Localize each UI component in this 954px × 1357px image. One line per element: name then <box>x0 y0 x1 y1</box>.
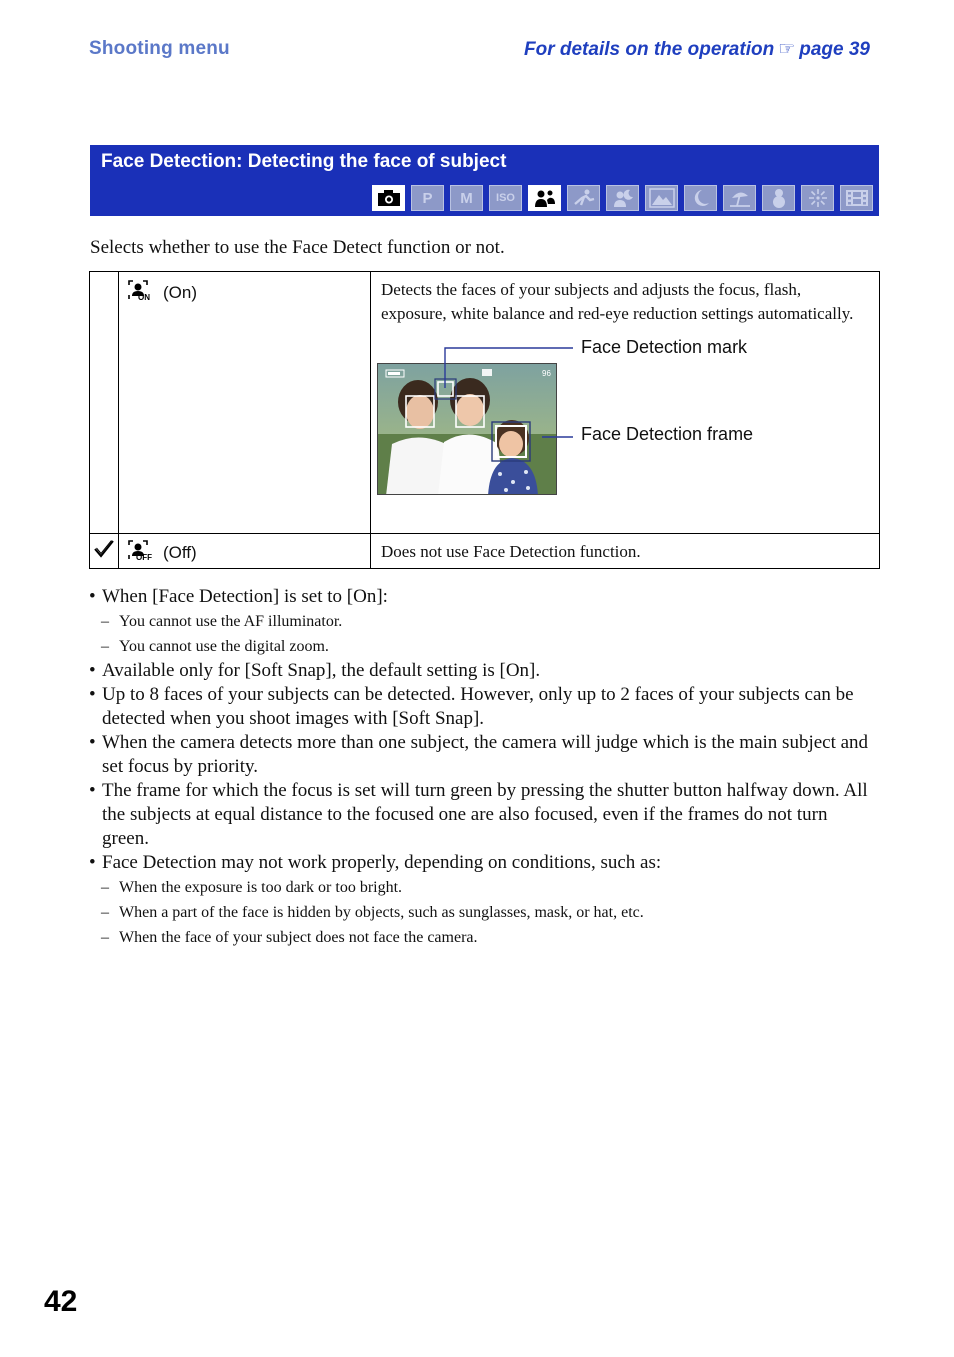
note-subitem: – You cannot use the AF illuminator. <box>89 609 879 634</box>
default-marker-cell <box>90 272 119 534</box>
option-off-label: (Off) <box>163 542 197 562</box>
twilight-portrait-icon <box>606 185 639 211</box>
manual-icon: M <box>450 185 483 211</box>
option-row-on <box>90 272 880 534</box>
auto-camera-icon <box>372 185 405 211</box>
twilight-icon <box>684 185 717 211</box>
note-item: • Available only for [Soft Snap], the default setting is [On]. <box>89 659 879 683</box>
options-table <box>89 271 880 569</box>
note-item: • Face Detection may not work properly, depending on conditions, such as: <box>89 851 879 875</box>
option-on <box>119 272 370 306</box>
option-on-label: (On) <box>163 282 197 302</box>
option-on-description: Detects the faces of your subjects and adjusts the focus, flash, exposure, white balance and red-eye reduction settings automatically. <box>381 280 854 323</box>
section-header-bar <box>90 145 879 216</box>
fireworks-icon <box>801 185 834 211</box>
svg-text:ON: ON <box>138 293 150 301</box>
section-title: Face Detection: Detecting the face of subject <box>101 151 507 172</box>
face-detection-figure <box>371 337 879 507</box>
soft-snap-icon <box>528 185 561 211</box>
mode-icon-strip <box>372 185 873 211</box>
notes-list <box>89 585 879 950</box>
beach-icon <box>723 185 756 211</box>
landscape-icon <box>645 185 678 211</box>
face-detection-mark-label: Face Detection mark <box>581 337 748 357</box>
details-page-link[interactable] <box>524 38 870 61</box>
note-item: • Up to 8 faces of your subjects can be detected. However, only up to 2 faces of your subjects can be detected when you shoot images with [Soft Snap]. <box>89 683 879 731</box>
snow-icon <box>762 185 795 211</box>
note-subitem: – When a part of the face is hidden by objects, such as sunglasses, mask, or hat, etc. <box>89 900 879 925</box>
high-sensitivity-icon: ISO <box>489 185 522 211</box>
svg-text:OFF: OFF <box>136 553 152 561</box>
note-subitem: – When the face of your subject does not face the camera. <box>89 925 879 950</box>
note-item: • When the camera detects more than one subject, the camera will judge which is the main subject and set focus by priority. <box>89 731 879 779</box>
details-prefix: For details on the operation <box>524 39 775 60</box>
face-detection-on-icon <box>127 279 157 306</box>
face-detection-frame-label: Face Detection frame <box>581 424 754 444</box>
svg-text:96: 96 <box>542 369 551 378</box>
option-off-description: Does not use Face Detection function. <box>381 542 641 561</box>
advanced-sports-icon <box>567 185 600 211</box>
pointing-hand-icon: ☞ <box>778 39 796 60</box>
option-row-off <box>90 534 880 569</box>
shooting-menu-link[interactable]: Shooting menu <box>89 38 230 59</box>
note-subitem: – When the exposure is too dark or too bright. <box>89 875 879 900</box>
details-page: page 39 <box>799 39 870 60</box>
note-item: • When [Face Detection] is set to [On]: <box>89 585 879 609</box>
page-number: 42 <box>44 1285 78 1318</box>
intro-text: Selects whether to use the Face Detect function or not. <box>90 237 505 258</box>
note-subitem: – You cannot use the digital zoom. <box>89 634 879 659</box>
movie-icon <box>840 185 873 211</box>
callout-lines <box>371 337 631 507</box>
face-detection-off-icon <box>127 539 157 566</box>
default-check-icon <box>90 534 118 559</box>
program-icon: P <box>411 185 444 211</box>
note-item: • The frame for which the focus is set will turn green by pressing the shutter button halfway down. All the subjects at equal distance to the focused one are also focused, even if the frames do not turn green. <box>89 779 879 851</box>
option-off <box>119 534 370 566</box>
